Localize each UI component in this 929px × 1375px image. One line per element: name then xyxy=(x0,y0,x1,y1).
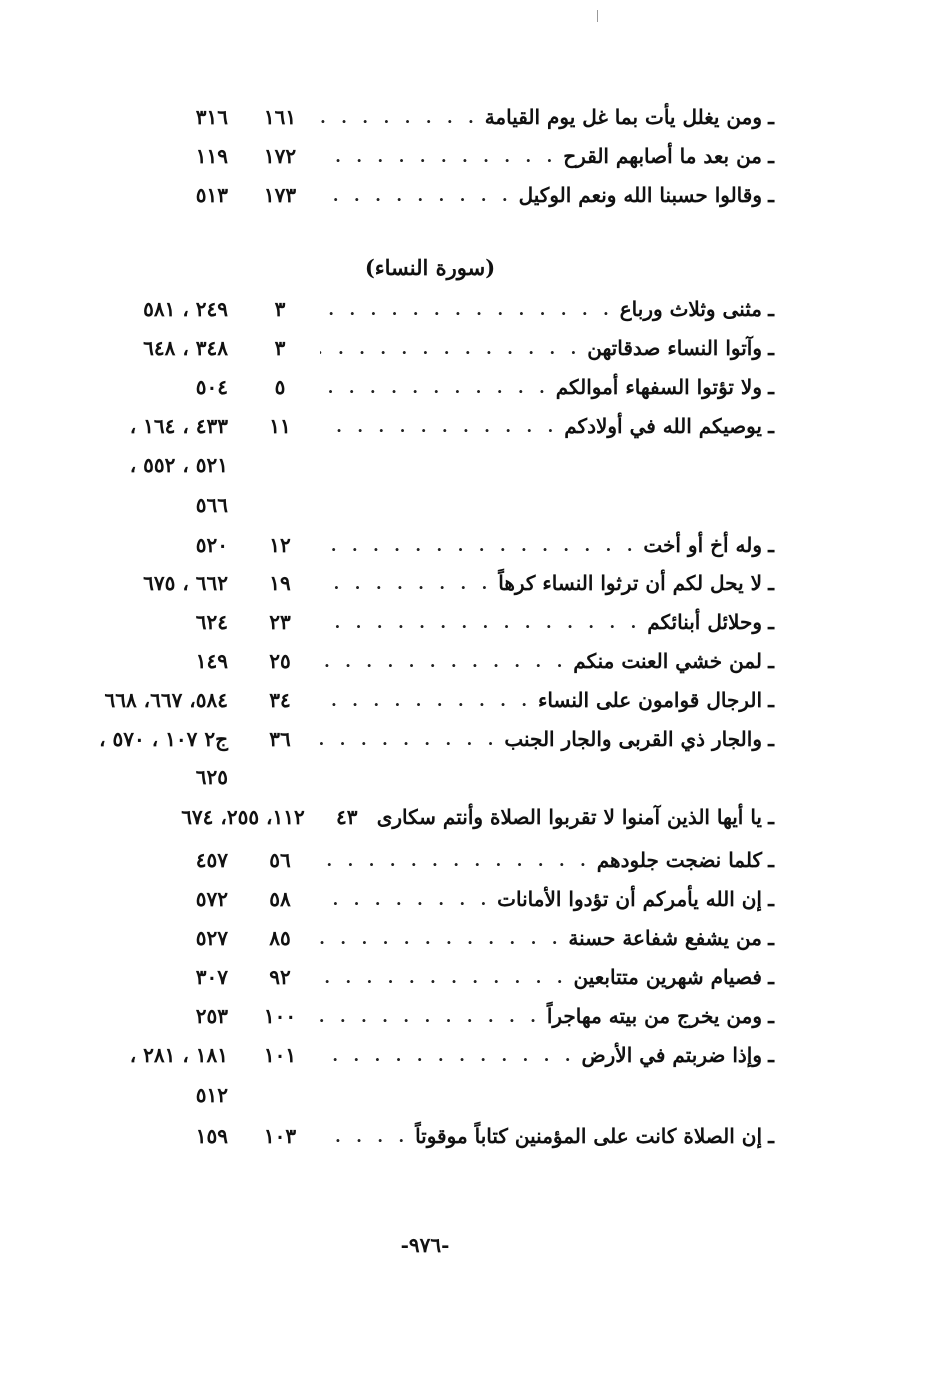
leader-dots xyxy=(320,890,497,909)
verse-number: ١٩ xyxy=(269,571,291,595)
entry-text: لمن خشي العنت منكم xyxy=(573,649,762,673)
page-refs: ٢٥٣ xyxy=(195,1004,228,1028)
verse-number: ١٠١ xyxy=(263,1043,297,1067)
leader-dots xyxy=(320,417,564,436)
entry-text: من بعد ما أصابهم القرح xyxy=(563,144,762,168)
page-refs: ١١٩ xyxy=(195,144,228,168)
page-refs-continuation xyxy=(80,762,780,792)
page-refs: ٤٣٣ ، ١٦٤ ، xyxy=(129,414,228,438)
entry-dash: ـ xyxy=(768,183,774,207)
page-refs: ٥١٢ xyxy=(195,1083,228,1107)
entry-dash: ـ xyxy=(768,1124,774,1148)
entry-text: وآتوا النساء صدقاتهن xyxy=(587,336,762,360)
verse-number: ٣ xyxy=(274,336,286,360)
page-refs: ٥٢٠ xyxy=(195,533,228,557)
leader-dots xyxy=(320,1127,415,1146)
verse-number: ١١ xyxy=(269,414,291,438)
leader-dots xyxy=(320,108,485,127)
leader-dots xyxy=(320,691,538,710)
page-refs: ٢٤٩ ، ٥٨١ xyxy=(143,297,228,321)
page-refs: ١٥٩ xyxy=(195,1124,228,1148)
leader-dots xyxy=(320,574,498,593)
verse-number: ١٧٢ xyxy=(263,144,297,168)
index-entry xyxy=(80,724,780,754)
page-refs: ٣٤٨ ، ٦٤٨ xyxy=(143,336,228,360)
entry-dash: ـ xyxy=(768,610,774,634)
page-refs: ٣٠٧ xyxy=(195,965,228,989)
page-number: -٩٧٦- xyxy=(400,1233,450,1257)
page-refs: ٥٧٢ xyxy=(195,887,228,911)
page-refs-continuation xyxy=(80,1080,780,1110)
entry-dash: ـ xyxy=(768,965,774,989)
index-entry xyxy=(80,102,780,132)
entry-dash: ـ xyxy=(768,805,774,829)
verse-number: ١٠٣ xyxy=(263,1124,297,1148)
leader-dots xyxy=(320,929,568,948)
entry-dash: ـ xyxy=(768,848,774,872)
entry-dash: ـ xyxy=(768,887,774,911)
page-refs: ٥٠٤ xyxy=(195,375,228,399)
leader-dots xyxy=(320,186,519,205)
entry-dash: ـ xyxy=(768,144,774,168)
verse-number: ٢٥ xyxy=(269,649,291,673)
entry-text: والجار ذي القربى والجار الجنب xyxy=(504,727,762,751)
verse-number: ٢٣ xyxy=(269,610,291,634)
leader-dots xyxy=(320,1007,547,1026)
entry-text: ومن يخرج من بيته مهاجراً xyxy=(546,1004,762,1028)
entry-text: وحلائل أبنائكم xyxy=(647,610,762,634)
index-entry xyxy=(80,962,780,992)
verse-number: ١٦١ xyxy=(263,105,297,129)
leader-dots xyxy=(320,1046,581,1065)
index-entry xyxy=(80,530,780,560)
index-entry xyxy=(80,685,780,715)
index-entry xyxy=(80,180,780,210)
entry-text: ومن يغلل يأت بما غل يوم القيامة xyxy=(484,105,762,129)
page-refs: ١٨١ ، ٢٨١ ، xyxy=(129,1043,228,1067)
entry-dash: ـ xyxy=(768,727,774,751)
verse-number: ٣٤ xyxy=(269,688,291,712)
scan-mark xyxy=(597,10,598,22)
entry-text: فصيام شهرين متتابعين xyxy=(573,965,762,989)
leader-dots xyxy=(320,851,597,870)
entry-text: الرجال قوامون على النساء xyxy=(538,688,762,712)
entry-text: لا يحل لكم أن ترثوا النساء كرهاً xyxy=(498,571,762,595)
index-entry xyxy=(80,1040,780,1070)
entry-dash: ـ xyxy=(768,336,774,360)
verse-number: ٩٢ xyxy=(269,965,291,989)
entry-dash: ـ xyxy=(768,375,774,399)
verse-number: ٣ xyxy=(274,297,286,321)
verse-number: ١٢ xyxy=(269,533,291,557)
verse-number: ١٠٠ xyxy=(263,1004,297,1028)
verse-number: ٨٥ xyxy=(269,926,291,950)
index-entry xyxy=(80,1121,780,1151)
page-refs-continuation xyxy=(80,450,780,480)
index-entry xyxy=(80,607,780,637)
entry-text: يوصيكم الله في أولادكم xyxy=(564,414,762,438)
page-refs: ٦٦٢ ، ٦٧٥ xyxy=(143,571,228,595)
entry-text: مثنى وثلاث ورباع xyxy=(619,297,762,321)
verse-number: ٥ xyxy=(274,375,286,399)
index-entry xyxy=(80,333,780,363)
leader-dots xyxy=(320,339,587,358)
leader-dots xyxy=(320,613,647,632)
verse-number: ٣٦ xyxy=(269,727,291,751)
index-entry xyxy=(80,294,780,324)
entry-dash: ـ xyxy=(768,414,774,438)
entry-text: وله أخ أو أخت xyxy=(643,533,762,557)
page-refs: ٥٢٧ xyxy=(195,926,228,950)
page-refs: ج٢ ١٠٧ ، ٥٧٠ ، xyxy=(99,727,228,751)
page-refs: ٤٥٧ xyxy=(195,848,228,872)
entry-dash: ـ xyxy=(768,1043,774,1067)
page-refs: ٥١٣ xyxy=(195,183,228,207)
entry-dash: ـ xyxy=(768,1004,774,1028)
entry-text: إن الله يأمركم أن تؤدوا الأمانات xyxy=(497,887,762,911)
index-entry xyxy=(80,1001,780,1031)
index-entry xyxy=(80,802,780,832)
page-refs: ١٤٩ xyxy=(195,649,228,673)
page-refs-continuation xyxy=(80,490,780,520)
verse-number: ٥٦ xyxy=(269,848,291,872)
page-refs: ٦٢٤ xyxy=(195,610,228,634)
entry-dash: ـ xyxy=(768,571,774,595)
index-entry xyxy=(80,141,780,171)
entry-dash: ـ xyxy=(768,105,774,129)
entry-text: وإذا ضربتم في الأرض xyxy=(581,1043,762,1067)
leader-dots xyxy=(320,378,556,397)
leader-dots xyxy=(320,536,643,555)
index-entry xyxy=(80,411,780,441)
page-refs: ٥٢١ ، ٥٥٢ ، xyxy=(129,453,228,477)
page-refs: ٣١٦ xyxy=(195,105,228,129)
leader-dots xyxy=(320,300,620,319)
leader-dots xyxy=(320,147,563,166)
entry-dash: ـ xyxy=(768,297,774,321)
entry-dash: ـ xyxy=(768,926,774,950)
entry-text: يا أيها الذين آمنوا لا تقربوا الصلاة وأنتم سكارى xyxy=(376,805,762,829)
index-entry xyxy=(80,845,780,875)
entry-text: وقالوا حسبنا الله ونعم الوكيل xyxy=(518,183,762,207)
section-heading: (سورة النساء) xyxy=(364,255,496,280)
page-refs: ٥٨٤، ٦٦٧، ٦٦٨ xyxy=(104,688,228,712)
page-refs: ٥٦٦ xyxy=(195,493,228,517)
verse-number: ٥٨ xyxy=(269,887,291,911)
entry-dash: ـ xyxy=(768,533,774,557)
index-entry xyxy=(80,923,780,953)
leader-dots xyxy=(320,652,573,671)
index-entry xyxy=(80,884,780,914)
index-entry xyxy=(80,568,780,598)
entry-dash: ـ xyxy=(768,649,774,673)
page-refs: ٦٢٥ xyxy=(195,765,228,789)
page-refs: ١١٢، ٢٥٥، ٦٧٤ xyxy=(181,805,305,829)
entry-text: ولا تؤتوا السفهاء أموالكم xyxy=(555,375,762,399)
entry-dash: ـ xyxy=(768,688,774,712)
verse-number: ٤٣ xyxy=(335,805,358,829)
leader-dots xyxy=(320,730,504,749)
index-entry xyxy=(80,372,780,402)
leader-dots xyxy=(320,968,574,987)
index-entry xyxy=(80,646,780,676)
entry-text: من يشفع شفاعة حسنة xyxy=(568,926,762,950)
entry-text: كلما نضجت جلودهم xyxy=(596,848,762,872)
entry-text: إن الصلاة كانت على المؤمنين كتاباً موقوتاً xyxy=(415,1124,762,1148)
verse-number: ١٧٣ xyxy=(263,183,297,207)
